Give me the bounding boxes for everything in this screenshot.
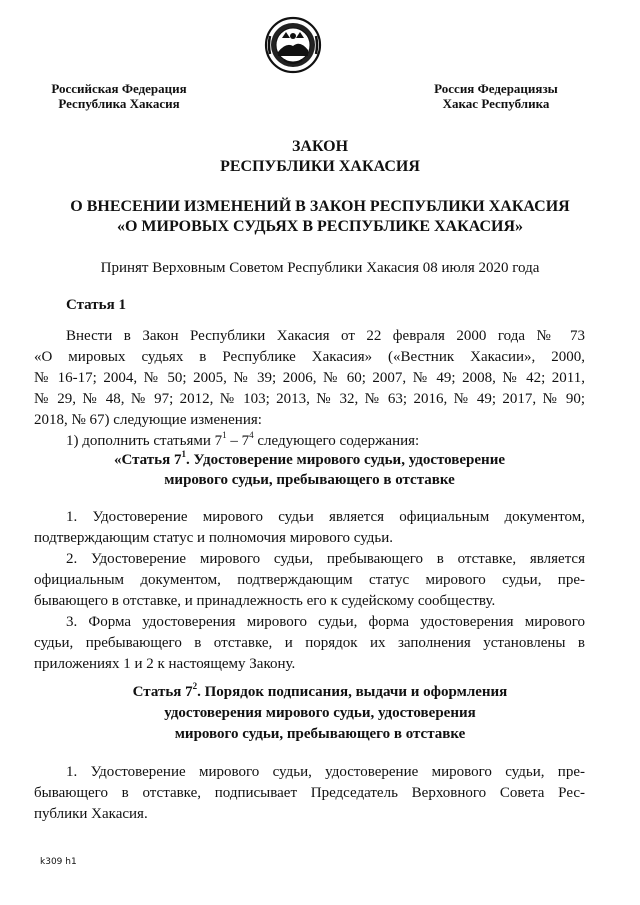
article-7-1-heading-line1 — [34, 450, 585, 470]
heading-sup: 2 — [192, 681, 198, 691]
law-name — [40, 197, 600, 237]
header-right-line1: Россия Федерациязы — [434, 81, 558, 96]
heading-rest: . Порядок подписания, выдачи и оформления — [197, 684, 508, 700]
article-1-line: «О мировых судьях в Республике Хакасия» («Вестник Хакасии», 2000, — [34, 349, 585, 365]
heading-prefix: «Статья 7 — [113, 452, 182, 468]
title-line2: РЕСПУБЛИКИ ХАКАСИЯ — [220, 158, 420, 175]
article-7-1-body — [34, 507, 585, 675]
item-sup2: 4 — [249, 430, 254, 440]
article-7-2-body — [34, 762, 585, 825]
header-left — [34, 81, 204, 111]
paragraph-line: 1. Удостоверение мирового судьи, удостоверение мирового судьи, пре- — [66, 764, 585, 780]
header-right — [396, 81, 596, 111]
header-right-line2: Хакас Республика — [442, 96, 550, 111]
header-left-line1: Российская Федерация — [51, 81, 187, 96]
paragraph-line: подтверждающим статус и полномочия мирового судьи. — [34, 530, 393, 546]
paragraph-line: 3. Форма удостоверения мирового судьи, форма удостоверения мирового — [66, 614, 585, 630]
law-name-line2: «О МИРОВЫХ СУДЬЯХ В РЕСПУБЛИКЕ ХАКАСИЯ» — [116, 218, 524, 235]
article-1-paragraph — [34, 326, 585, 431]
article-1-item — [66, 431, 419, 451]
item-sup1: 1 — [222, 430, 227, 440]
heading-prefix: Статья 7 — [132, 684, 193, 700]
paragraph-line: публики Хакасия. — [34, 806, 148, 822]
coat-of-arms-emblem-icon — [264, 16, 322, 74]
paragraph-line: 1. Удостоверение мирового судьи является официальным документом, — [66, 509, 585, 525]
heading-sup: 1 — [181, 449, 186, 459]
article-1-line: 2018, № 67) следующие изменения: — [34, 412, 262, 428]
document-title — [0, 137, 640, 177]
paragraph-line: судьи, пребывающего в отставке, и порядок их заполнения установлены в — [34, 635, 585, 651]
paragraph-line: бывающего в отставке, подписывает Председатель Верховного Совета Рес- — [34, 785, 585, 801]
article-1-heading: Статья 1 — [66, 297, 126, 313]
law-name-line1: О ВНЕСЕНИИ ИЗМЕНЕНИЙ В ЗАКОН РЕСПУБЛИКИ ХАКАСИЯ — [70, 198, 570, 215]
title-line1: ЗАКОН — [291, 138, 349, 155]
adoption-statement: Принят Верховным Советом Республики Хакасия 08 июля 2020 года — [100, 260, 540, 276]
item-prefix: 1) дополнить статьями 7 — [66, 433, 223, 449]
article-7-2-heading-line2: удостоверения мирового судьи, удостоверения — [164, 705, 476, 721]
paragraph-line: 2. Удостоверение мирового судьи, пребывающего в отставке, является — [66, 551, 585, 567]
article-7-1-heading — [34, 450, 585, 490]
paragraph-line: бывающего в отставке, и принадлежность его к судейскому сообществу. — [34, 593, 496, 609]
article-7-2-heading-line1 — [60, 682, 580, 703]
paragraph-line: приложениях 1 и 2 к настоящему Закону. — [34, 656, 296, 672]
item-suffix: следующего содержания: — [253, 433, 420, 449]
article-1-line: Внести в Закон Республики Хакасия от 22 февраля 2000 года № 73 — [66, 328, 585, 344]
article-7-1-heading-line2: мирового судьи, пребывающего в отставке — [164, 472, 455, 488]
heading-rest: . Удостоверение мирового судьи, удостоверение — [185, 452, 506, 468]
article-1-line: № 29, № 48, № 97; 2012, № 103; 2013, № 32, № 63; 2016, № 49; 2017, № 90; — [34, 391, 585, 407]
paragraph-line: официальным документом, подтверждающим статус мирового судьи, пре- — [34, 572, 585, 588]
article-7-2-heading-line3: мирового судьи, пребывающего в отставке — [174, 726, 466, 742]
header-left-line2: Республика Хакасия — [58, 96, 180, 111]
article-1-line: № 16-17; 2004, № 50; 2005, № 39; 2006, № 60; 2007, № 49; 2008, № 42; 2011, — [34, 370, 585, 386]
article-7-2-heading — [60, 682, 580, 745]
footer-code: k309 h1 — [40, 857, 77, 867]
item-dash: – 7 — [226, 433, 250, 449]
